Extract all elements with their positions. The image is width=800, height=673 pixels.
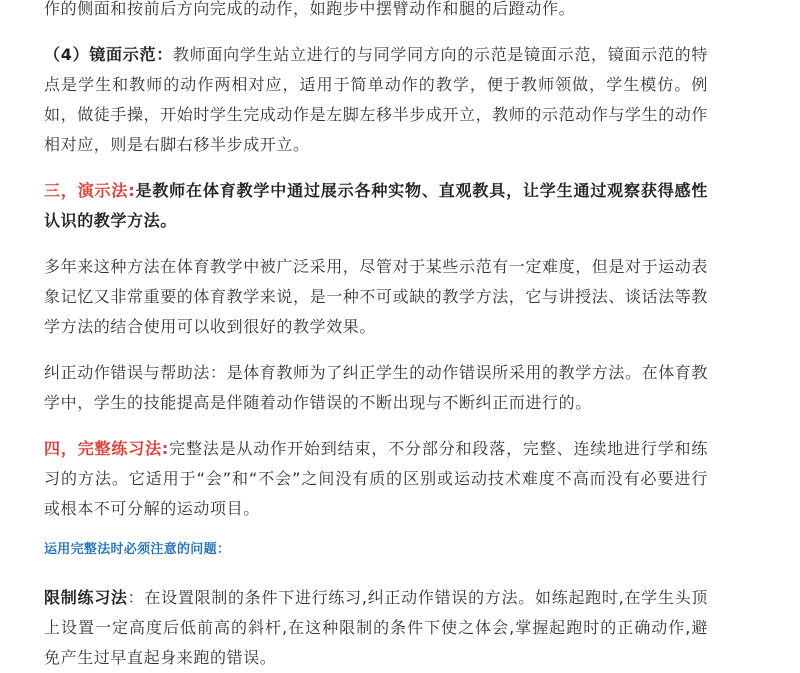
paragraph-mirror-demonstration xyxy=(44,40,708,160)
paragraph-demonstration-method xyxy=(44,176,708,236)
section-note xyxy=(44,540,708,560)
demo-description-text: 多年来这种方法在体育教学中被广泛采用，尽管对于某些示范有一定难度，但是对于运动表象记忆又非常重要的体育教学来说，是一种不可或缺的教学方法，它与讲授法、谈话法等教学方法的结合使用可以收到很好的教学效果。 xyxy=(44,257,709,336)
paragraph-restricted-practice xyxy=(44,583,708,673)
paragraph-demo-description xyxy=(44,252,708,342)
paragraph-complete-practice xyxy=(44,434,708,524)
demo-heading: 三，演示法: xyxy=(44,181,136,200)
demo-body: 是教师在体育教学中通过展示各种实物、直观教具，让学生通过观察获得感性认识的教学方法。 xyxy=(44,181,708,230)
complete-body: 完整法是从动作开始到结束，不分部分和段落，完整、连续地进行学和练习的方法。它适用于“会”和“不会”之间没有质的区别或运动技术难度不高而没有必要进行或根本不可分解的运动项目。 xyxy=(44,439,708,518)
correction-text: 纠正动作错误与帮助法：是体育教师为了纠正学生的动作错误所采用的教学方法。在体育教学中，学生的技能提高是伴随着动作错误的不断出现与不断纠正而进行的。 xyxy=(44,363,709,412)
mirror-body: 教师面向学生站立进行的与同学同方向的示范是镜面示范，镜面示范的特点是学生和教师的动作两相对应，适用于简单动作的教学，便于教师领做，学生模仿。例如，做徒手操，开始时学生完成动作是左脚左移半步成开立，教师的示范动作与学生的动作相对应，则是右脚右移半步成开立。 xyxy=(44,45,709,154)
paragraph-intro-tail xyxy=(44,0,708,24)
article-body xyxy=(44,0,708,673)
intro-tail-text: 作的侧面和按前后方向完成的动作，如跑步中摆臂动作和腿的后蹬动作。 xyxy=(44,0,576,18)
complete-heading: 四，完整练习法: xyxy=(44,439,169,458)
note-text: 运用完整法时必须注意的问题： xyxy=(44,542,231,557)
paragraph-correction-method xyxy=(44,358,708,418)
restrict-body: ：在设置限制的条件下进行练习,纠正动作错误的方法。如练起跑时,在学生头顶上设置一定高度后低前高的斜杆,在这种限制的条件下使之体会,掌握起跑时的正确动作,避免产生过早直起身来跑的错误。 xyxy=(44,588,708,667)
mirror-heading: （4）镜面示范： xyxy=(44,45,173,64)
restrict-heading: 限制练习法 xyxy=(44,588,128,607)
